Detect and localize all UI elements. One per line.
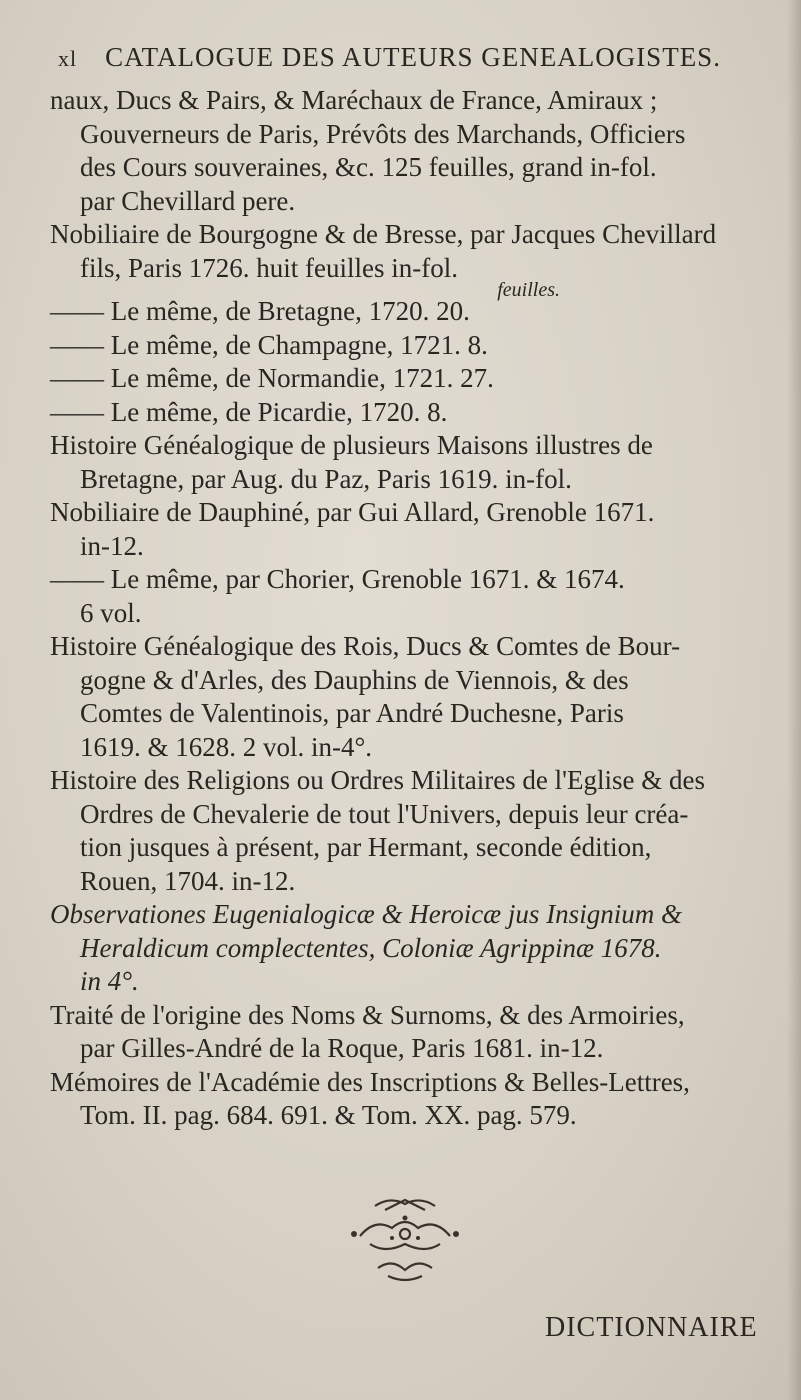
entry-6: —— Le même, de Picardie, 1720. 8.: [50, 396, 448, 427]
page-edge-shadow: [787, 0, 801, 1400]
running-title: CATALOGUE DES AUTEURS GENEALOGISTES.: [105, 42, 721, 72]
catalogue-body: [50, 84, 765, 1133]
entry-8: Nobiliaire de Dauphiné, par Gui Allard, Grenoble 1671. in-12.: [50, 497, 655, 561]
entry-5: —— Le même, de Normandie, 1721. 27.: [50, 363, 494, 393]
entry-12: Observationes Eugenialogicæ & Heroicæ jus Insignium & Heraldicum complectentes, Coloniæ Agrippinæ 1678. in 4°.: [50, 899, 682, 996]
page-number: xl: [58, 46, 78, 71]
entry-14: Mémoires de l'Académie des Inscriptions & Belles-Lettres, Tom. II. pag. 684. 691. & Tom. XX. pag. 579.: [50, 1066, 690, 1130]
entry-4: —— Le même, de Champagne, 1721. 8.: [50, 329, 488, 360]
entry-7: Histoire Généalogique de plusieurs Maisons illustres de Bretagne, par Aug. du Paz, Paris 1619. in-fol.: [50, 430, 653, 494]
entry-2: Nobiliaire de Bourgogne & de Bresse, par Jacques Chevillard fils, Paris 1726. huit feuilles in-fol.: [50, 219, 717, 283]
fleuron-ornament-icon: [330, 1188, 480, 1288]
catchword: DICTIONNAIRE: [545, 1312, 758, 1343]
entry-11: Histoire des Religions ou Ordres Militaires de l'Eglise & des Ordres de Chevalerie de tout l'Univers, depuis leur créa- tion jusques à présent, par Hermant, seconde édition, Rouen, 1704. in-12.: [50, 765, 706, 896]
entry-3: —— Le même, de Bretagne, 1720. 20.: [50, 296, 470, 326]
entry-10: Histoire Généalogique des Rois, Ducs & Comtes de Bour- gogne & d'Arles, des Dauphins de Viennois, & des Comtes de Valentinois, par André Duchesne, Paris 1619. & 1628. 2 vol. in-4°.: [50, 631, 681, 762]
column-label-feuilles: feuilles.: [497, 279, 560, 301]
running-header: [58, 42, 758, 73]
entry-9: —— Le même, par Chorier, Grenoble 1671. & 1674. 6 vol.: [50, 564, 625, 628]
entry-13: Traité de l'origine des Noms & Surnoms, & des Armoiries, par Gilles-André de la Roque, Paris 1681. in-12.: [50, 999, 685, 1063]
entry-1: naux, Ducs & Pairs, & Maréchaux de France, Amiraux ; Gouverneurs de Paris, Prévôts des Marchands, Officiers des Cours souveraines, &c. 125 feuilles, grand in-fol. par Chevillard pere.: [50, 85, 686, 216]
